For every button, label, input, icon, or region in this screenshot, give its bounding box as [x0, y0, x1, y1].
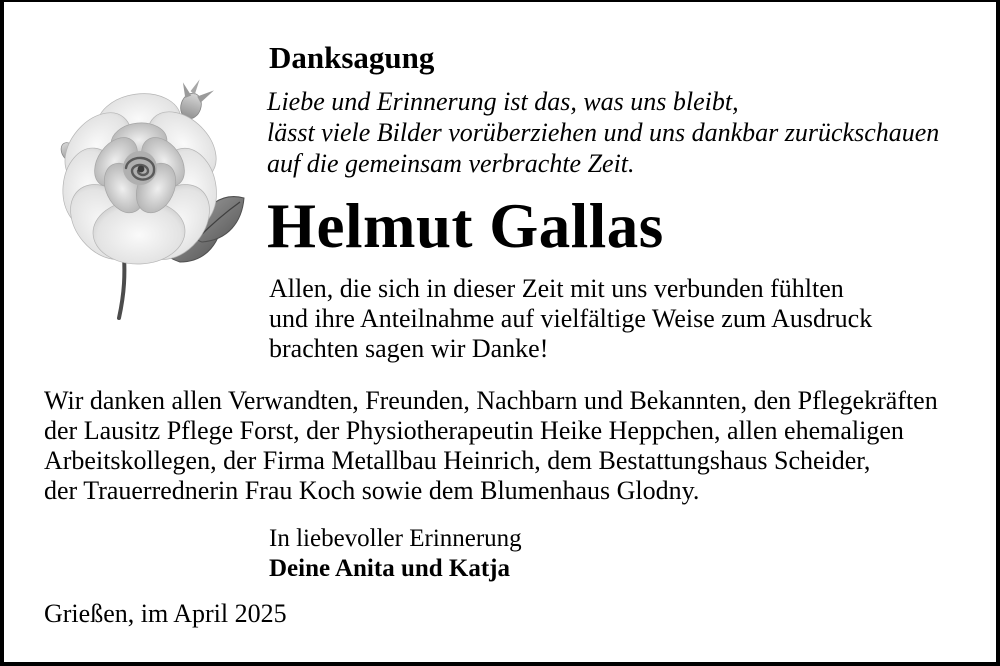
poem-block: [267, 86, 939, 179]
memory-line: In liebevoller Erinnerung: [269, 525, 522, 552]
thanks-detail-line: Wir danken allen Verwandten, Freunden, Nachbarn und Bekannten, den Pflegekräften: [44, 386, 938, 415]
rose-image: [36, 70, 248, 326]
thanks-detail-line: der Lausitz Pflege Forst, der Physiotherapeutin Heike Heppchen, allen ehemaligen: [44, 416, 904, 445]
family-signature: Deine Anita und Katja: [269, 555, 511, 582]
place-date: Grießen, im April 2025: [44, 599, 287, 628]
poem-line: lässt viele Bilder vorüberziehen und uns dankbar zurückschauen: [267, 118, 940, 147]
thanks-detail-line: der Trauerrednerin Frau Koch sowie dem Blumenhaus Glodny.: [44, 476, 700, 505]
thanks-intro-line: und ihre Anteilnahme auf vielfältige Weise zum Ausdruck: [269, 304, 873, 333]
notice-title: Danksagung: [269, 40, 435, 75]
thanks-detail-block: [44, 386, 938, 506]
closing-block: [269, 524, 522, 584]
thanks-intro-block: [269, 274, 872, 364]
thanks-detail-line: Arbeitskollegen, der Firma Metallbau Heinrich, dem Bestattungshaus Scheider,: [44, 446, 871, 475]
thanks-intro-line: brachten sagen wir Danke!: [269, 334, 549, 363]
poem-line: auf die gemeinsam verbrachte Zeit.: [267, 149, 635, 178]
poem-line: Liebe und Erinnerung ist das, was uns bleibt,: [267, 87, 739, 116]
thanks-intro-line: Allen, die sich in dieser Zeit mit uns verbunden fühlten: [269, 274, 844, 303]
deceased-name: Helmut Gallas: [267, 191, 664, 261]
